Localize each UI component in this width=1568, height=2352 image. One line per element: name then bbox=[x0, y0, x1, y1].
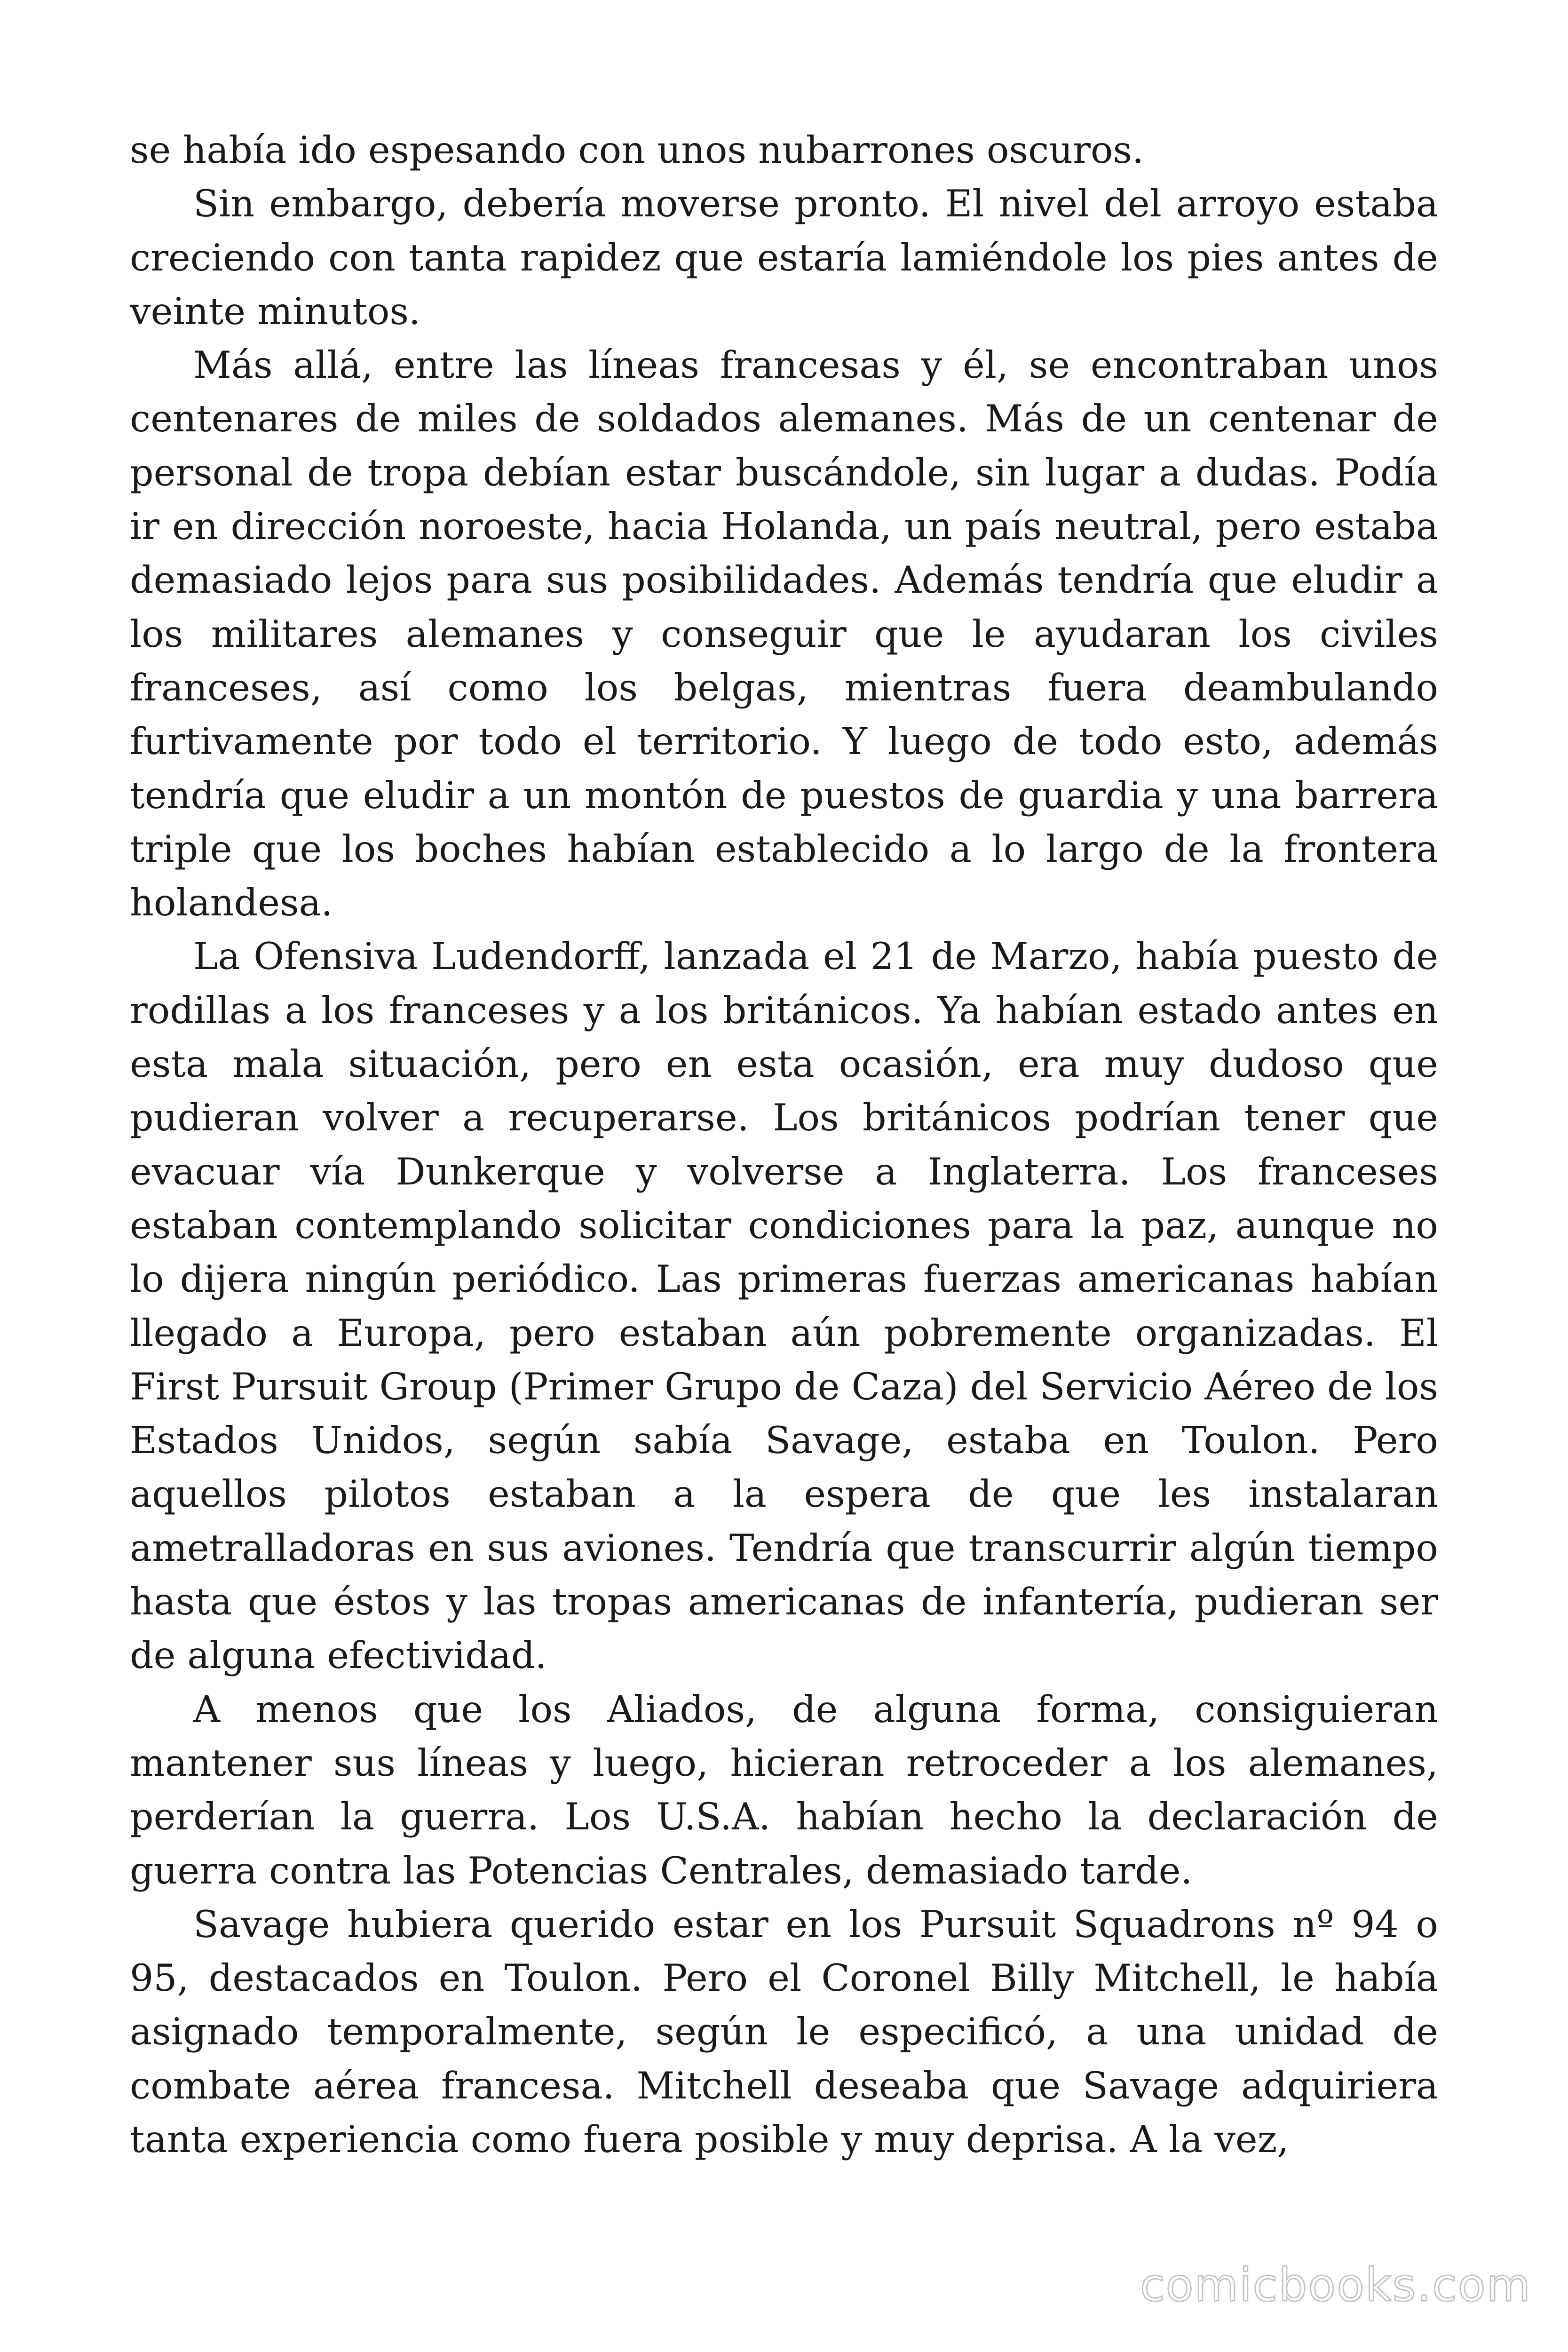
paragraph-continued: se había ido espesando con unos nubarrones oscuros. bbox=[130, 128, 1144, 172]
paragraph: A menos que los Aliados, de alguna forma, consiguieran mantener sus líneas y luego, hicieran retroceder a los alemanes, perderían la guerra. Los U.S.A. habían hecho la declaración de guerra contra las Potencias Centrales, demasiado tarde. bbox=[130, 1687, 1438, 1892]
body-text bbox=[130, 123, 1438, 2166]
watermark: comicbooks.com bbox=[1140, 2259, 1531, 2312]
paragraph: Más allá, entre las líneas francesas y él, se encontraban unos centenares de miles de soldados alemanes. Más de un centenar de personal de tropa debían estar buscándole, sin lugar a dudas. Podía ir en dirección noroeste, hacia Holanda, un país neutral, pero estaba demasiado lejos para sus posibilidades. Además tendría que eludir a los militares alemanes y conseguir que le ayudaran los civiles franceses, así como los belgas, mientras fuera deambulando furtivamente por todo el territorio. Y luego de todo esto, además tendría que eludir a un montón de puestos de guardia y una barrera triple que los boches habían establecido a lo largo de la frontera holandesa. bbox=[130, 343, 1438, 925]
paragraph: La Ofensiva Ludendorff, lanzada el 21 de Marzo, había puesto de rodillas a los franceses y a los británicos. Ya habían estado antes en esta mala situación, pero en esta ocasión, era muy dudoso que pudieran volver a recuperarse. Los británicos podrían tener que evacuar vía Dunkerque y volverse a Inglaterra. Los franceses estaban contemplando solicitar condiciones para la paz, aunque no lo dijera ningún periódico. Las primeras fuerzas americanas habían llegado a Europa, pero estaban aún pobremente organizadas. El First Pursuit Group (Primer Grupo de Caza) del Servicio Aéreo de los Estados Unidos, según sabía Savage, estaba en Toulon. Pero aquellos pilotos estaban a la espera de que les instalaran ametralladoras en sus aviones. Tendría que transcurrir algún tiempo hasta que éstos y las tropas americanas de infantería, pudieran ser de alguna efectividad. bbox=[130, 935, 1438, 1677]
paragraph: Savage hubiera querido estar en los Pursuit Squadrons nº 94 o 95, destacados en Toulon. Pero el Coronel Billy Mitchell, le había asignado temporalmente, según le especificó, a una unidad de combate aérea francesa. Mitchell deseaba que Savage adquiriera tanta experiencia como fuera posible y muy deprisa. A la vez, bbox=[130, 1902, 1438, 2161]
paragraph: Sin embargo, debería moverse pronto. El nivel del arroyo estaba creciendo con tanta rapidez que estaría lamiéndole los pies antes de veinte minutos. bbox=[130, 182, 1438, 333]
